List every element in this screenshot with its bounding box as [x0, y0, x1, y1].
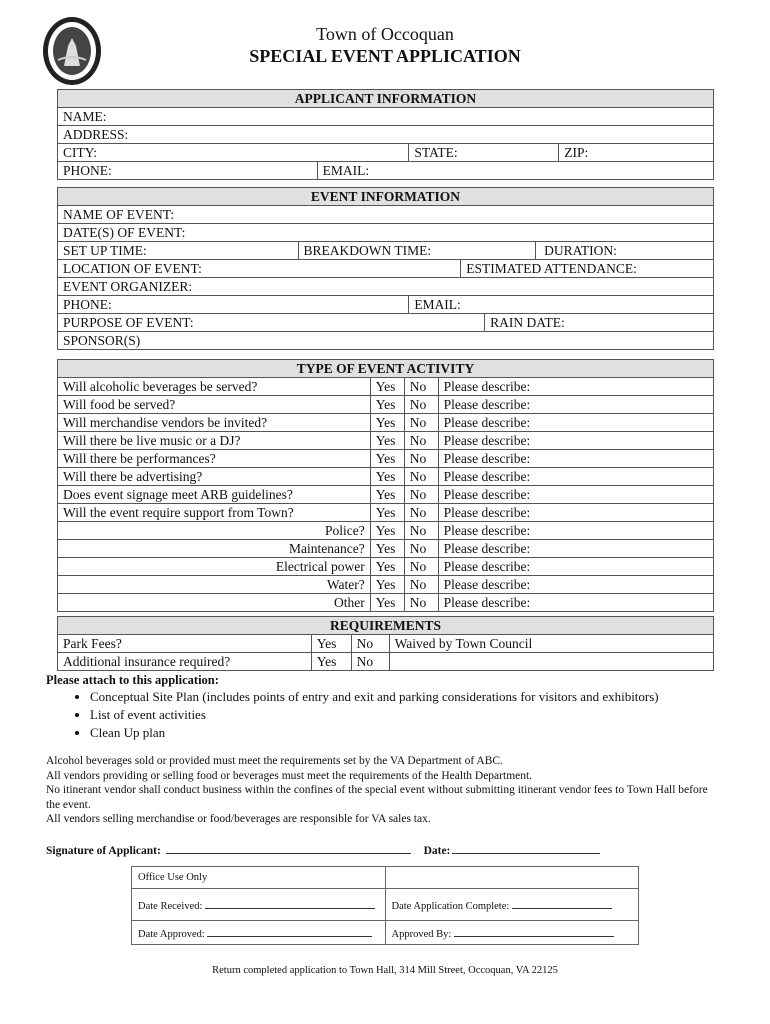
insurance-no[interactable]: No	[351, 653, 389, 671]
applicant-name-field[interactable]: NAME:	[58, 108, 714, 126]
question-label: Other	[58, 594, 371, 612]
table-row	[58, 540, 714, 558]
question-label: Will there be live music or a DJ?	[58, 432, 371, 450]
park-fees-no[interactable]: No	[351, 635, 389, 653]
describe-field[interactable]: Please describe:	[438, 468, 713, 486]
no-option[interactable]: No	[404, 594, 438, 612]
yes-option[interactable]: Yes	[370, 522, 404, 540]
no-option[interactable]: No	[404, 432, 438, 450]
signature-row	[46, 842, 600, 857]
requirements-table	[57, 616, 714, 671]
estimated-attendance-field[interactable]: ESTIMATED ATTENDANCE:	[461, 260, 714, 278]
note-itinerant: No itinerant vendor shall conduct business within the confines of the special event without submitting itinerant vendor fees to Town Hall before the event.	[46, 784, 708, 811]
park-fees-yes[interactable]: Yes	[311, 635, 351, 653]
no-option[interactable]: No	[404, 576, 438, 594]
question-label: Electrical power	[58, 558, 371, 576]
no-option[interactable]: No	[404, 540, 438, 558]
footer-return-address: Return completed application to Town Hall, 314 Mill Street, Occoquan, VA 22125	[212, 965, 558, 976]
yes-option[interactable]: Yes	[370, 576, 404, 594]
table-row	[58, 378, 714, 396]
table-row	[58, 522, 714, 540]
rain-date-field[interactable]: RAIN DATE:	[485, 314, 714, 332]
office-use-table	[131, 866, 639, 945]
yes-option[interactable]: Yes	[370, 594, 404, 612]
no-option[interactable]: No	[404, 558, 438, 576]
date-label: Date:	[423, 845, 451, 857]
describe-field[interactable]: Please describe:	[438, 522, 713, 540]
table-row	[58, 594, 714, 612]
yes-option[interactable]: Yes	[370, 450, 404, 468]
yes-option[interactable]: Yes	[370, 504, 404, 522]
approved-by-field[interactable]: Approved By:	[385, 921, 639, 945]
list-item: • List of event activities	[90, 706, 659, 724]
table-row	[58, 486, 714, 504]
applicant-state-field[interactable]: STATE:	[409, 144, 559, 162]
organizer-email-field[interactable]: EMAIL:	[409, 296, 714, 314]
insurance-label: Additional insurance required?	[58, 653, 312, 671]
event-name-field[interactable]: NAME OF EVENT:	[58, 206, 714, 224]
question-label: Does event signage meet ARB guidelines?	[58, 486, 371, 504]
yes-option[interactable]: Yes	[370, 414, 404, 432]
duration-field[interactable]: DURATION:	[536, 242, 714, 260]
applicant-zip-field[interactable]: ZIP:	[559, 144, 714, 162]
describe-field[interactable]: Please describe:	[438, 450, 713, 468]
date-complete-field[interactable]: Date Application Complete:	[385, 889, 639, 921]
no-option[interactable]: No	[404, 396, 438, 414]
event-purpose-field[interactable]: PURPOSE OF EVENT:	[58, 314, 485, 332]
event-dates-field[interactable]: DATE(S) OF EVENT:	[58, 224, 714, 242]
no-option[interactable]: No	[404, 486, 438, 504]
describe-field[interactable]: Please describe:	[438, 432, 713, 450]
describe-field[interactable]: Please describe:	[438, 414, 713, 432]
describe-field[interactable]: Please describe:	[438, 396, 713, 414]
yes-option[interactable]: Yes	[370, 396, 404, 414]
note-sales-tax: All vendors selling merchandise or food/beverages are responsible for VA sales tax.	[46, 813, 431, 825]
applicant-address-field[interactable]: ADDRESS:	[58, 126, 714, 144]
table-row	[58, 468, 714, 486]
question-label: Will there be performances?	[58, 450, 371, 468]
question-label: Police?	[58, 522, 371, 540]
yes-option[interactable]: Yes	[370, 468, 404, 486]
describe-field[interactable]: Please describe:	[438, 540, 713, 558]
yes-option[interactable]: Yes	[370, 432, 404, 450]
list-item: • Conceptual Site Plan (includes points of entry and exit and parking considerations for visitors and exhibitors)	[90, 688, 659, 706]
activity-heading: TYPE OF EVENT ACTIVITY	[58, 360, 714, 378]
describe-field[interactable]: Please describe:	[438, 576, 713, 594]
question-label: Maintenance?	[58, 540, 371, 558]
table-row	[58, 450, 714, 468]
waived-by-council[interactable]: Waived by Town Council	[389, 635, 713, 653]
describe-field[interactable]: Please describe:	[438, 558, 713, 576]
date-approved-field[interactable]: Date Approved:	[132, 921, 386, 945]
question-label: Will the event require support from Town?	[58, 504, 371, 522]
requirements-notes	[46, 754, 716, 827]
no-option[interactable]: No	[404, 414, 438, 432]
form-title: SPECIAL EVENT APPLICATION	[249, 46, 521, 66]
no-option[interactable]: No	[404, 504, 438, 522]
table-row	[58, 432, 714, 450]
no-option[interactable]: No	[404, 450, 438, 468]
describe-field[interactable]: Please describe:	[438, 378, 713, 396]
signature-label: Signature of Applicant:	[46, 845, 161, 857]
table-row	[58, 414, 714, 432]
insurance-yes[interactable]: Yes	[311, 653, 351, 671]
table-row	[58, 558, 714, 576]
yes-option[interactable]: Yes	[370, 558, 404, 576]
event-organizer-field[interactable]: EVENT ORGANIZER:	[58, 278, 714, 296]
describe-field[interactable]: Please describe:	[438, 504, 713, 522]
yes-option[interactable]: Yes	[370, 378, 404, 396]
office-use-label: Office Use Only	[132, 867, 386, 889]
no-option[interactable]: No	[404, 468, 438, 486]
event-heading: EVENT INFORMATION	[58, 188, 714, 206]
attach-list	[48, 688, 659, 742]
question-label: Will food be served?	[58, 396, 371, 414]
question-label: Will alcoholic beverages be served?	[58, 378, 371, 396]
sponsor-field[interactable]: SPONSOR(S)	[58, 332, 714, 350]
no-option[interactable]: No	[404, 522, 438, 540]
applicant-info-table	[57, 89, 714, 180]
question-label: Will there be advertising?	[58, 468, 371, 486]
organizer-phone-field[interactable]: PHONE:	[58, 296, 409, 314]
list-item: • Clean Up plan	[90, 724, 659, 742]
attach-heading: Please attach to this application:	[46, 673, 219, 687]
note-abc: Alcohol beverages sold or provided must meet the requirements set by the VA Department of ABC.	[46, 755, 503, 767]
table-row	[58, 396, 714, 414]
park-fees-label: Park Fees?	[58, 635, 312, 653]
applicant-phone-field[interactable]: PHONE:	[58, 162, 318, 180]
note-health: All vendors providing or selling food or beverages must meet the requirements of the Health Department.	[46, 769, 533, 782]
describe-field[interactable]: Please describe:	[438, 486, 713, 504]
describe-field[interactable]: Please describe:	[438, 594, 713, 612]
event-activity-table	[57, 359, 714, 612]
signature-line[interactable]	[166, 842, 411, 854]
applicant-city-field[interactable]: CITY:	[58, 144, 409, 162]
requirements-heading: REQUIREMENTS	[58, 617, 714, 635]
event-info-table	[57, 187, 714, 350]
date-line[interactable]	[452, 842, 600, 854]
page-title: Town of Occoquan	[316, 24, 454, 44]
no-option[interactable]: No	[404, 378, 438, 396]
table-row	[58, 504, 714, 522]
yes-option[interactable]: Yes	[370, 486, 404, 504]
table-row	[58, 576, 714, 594]
event-location-field[interactable]: LOCATION OF EVENT:	[58, 260, 461, 278]
setup-time-field[interactable]: SET UP TIME:	[58, 242, 299, 260]
yes-option[interactable]: Yes	[370, 540, 404, 558]
breakdown-time-field[interactable]: BREAKDOWN TIME:	[298, 242, 536, 260]
applicant-heading: APPLICANT INFORMATION	[58, 90, 714, 108]
applicant-email-field[interactable]: EMAIL:	[317, 162, 713, 180]
question-label: Will merchandise vendors be invited?	[58, 414, 371, 432]
date-received-field[interactable]: Date Received:	[132, 889, 386, 921]
insurance-blank[interactable]	[389, 653, 713, 671]
question-label: Water?	[58, 576, 371, 594]
